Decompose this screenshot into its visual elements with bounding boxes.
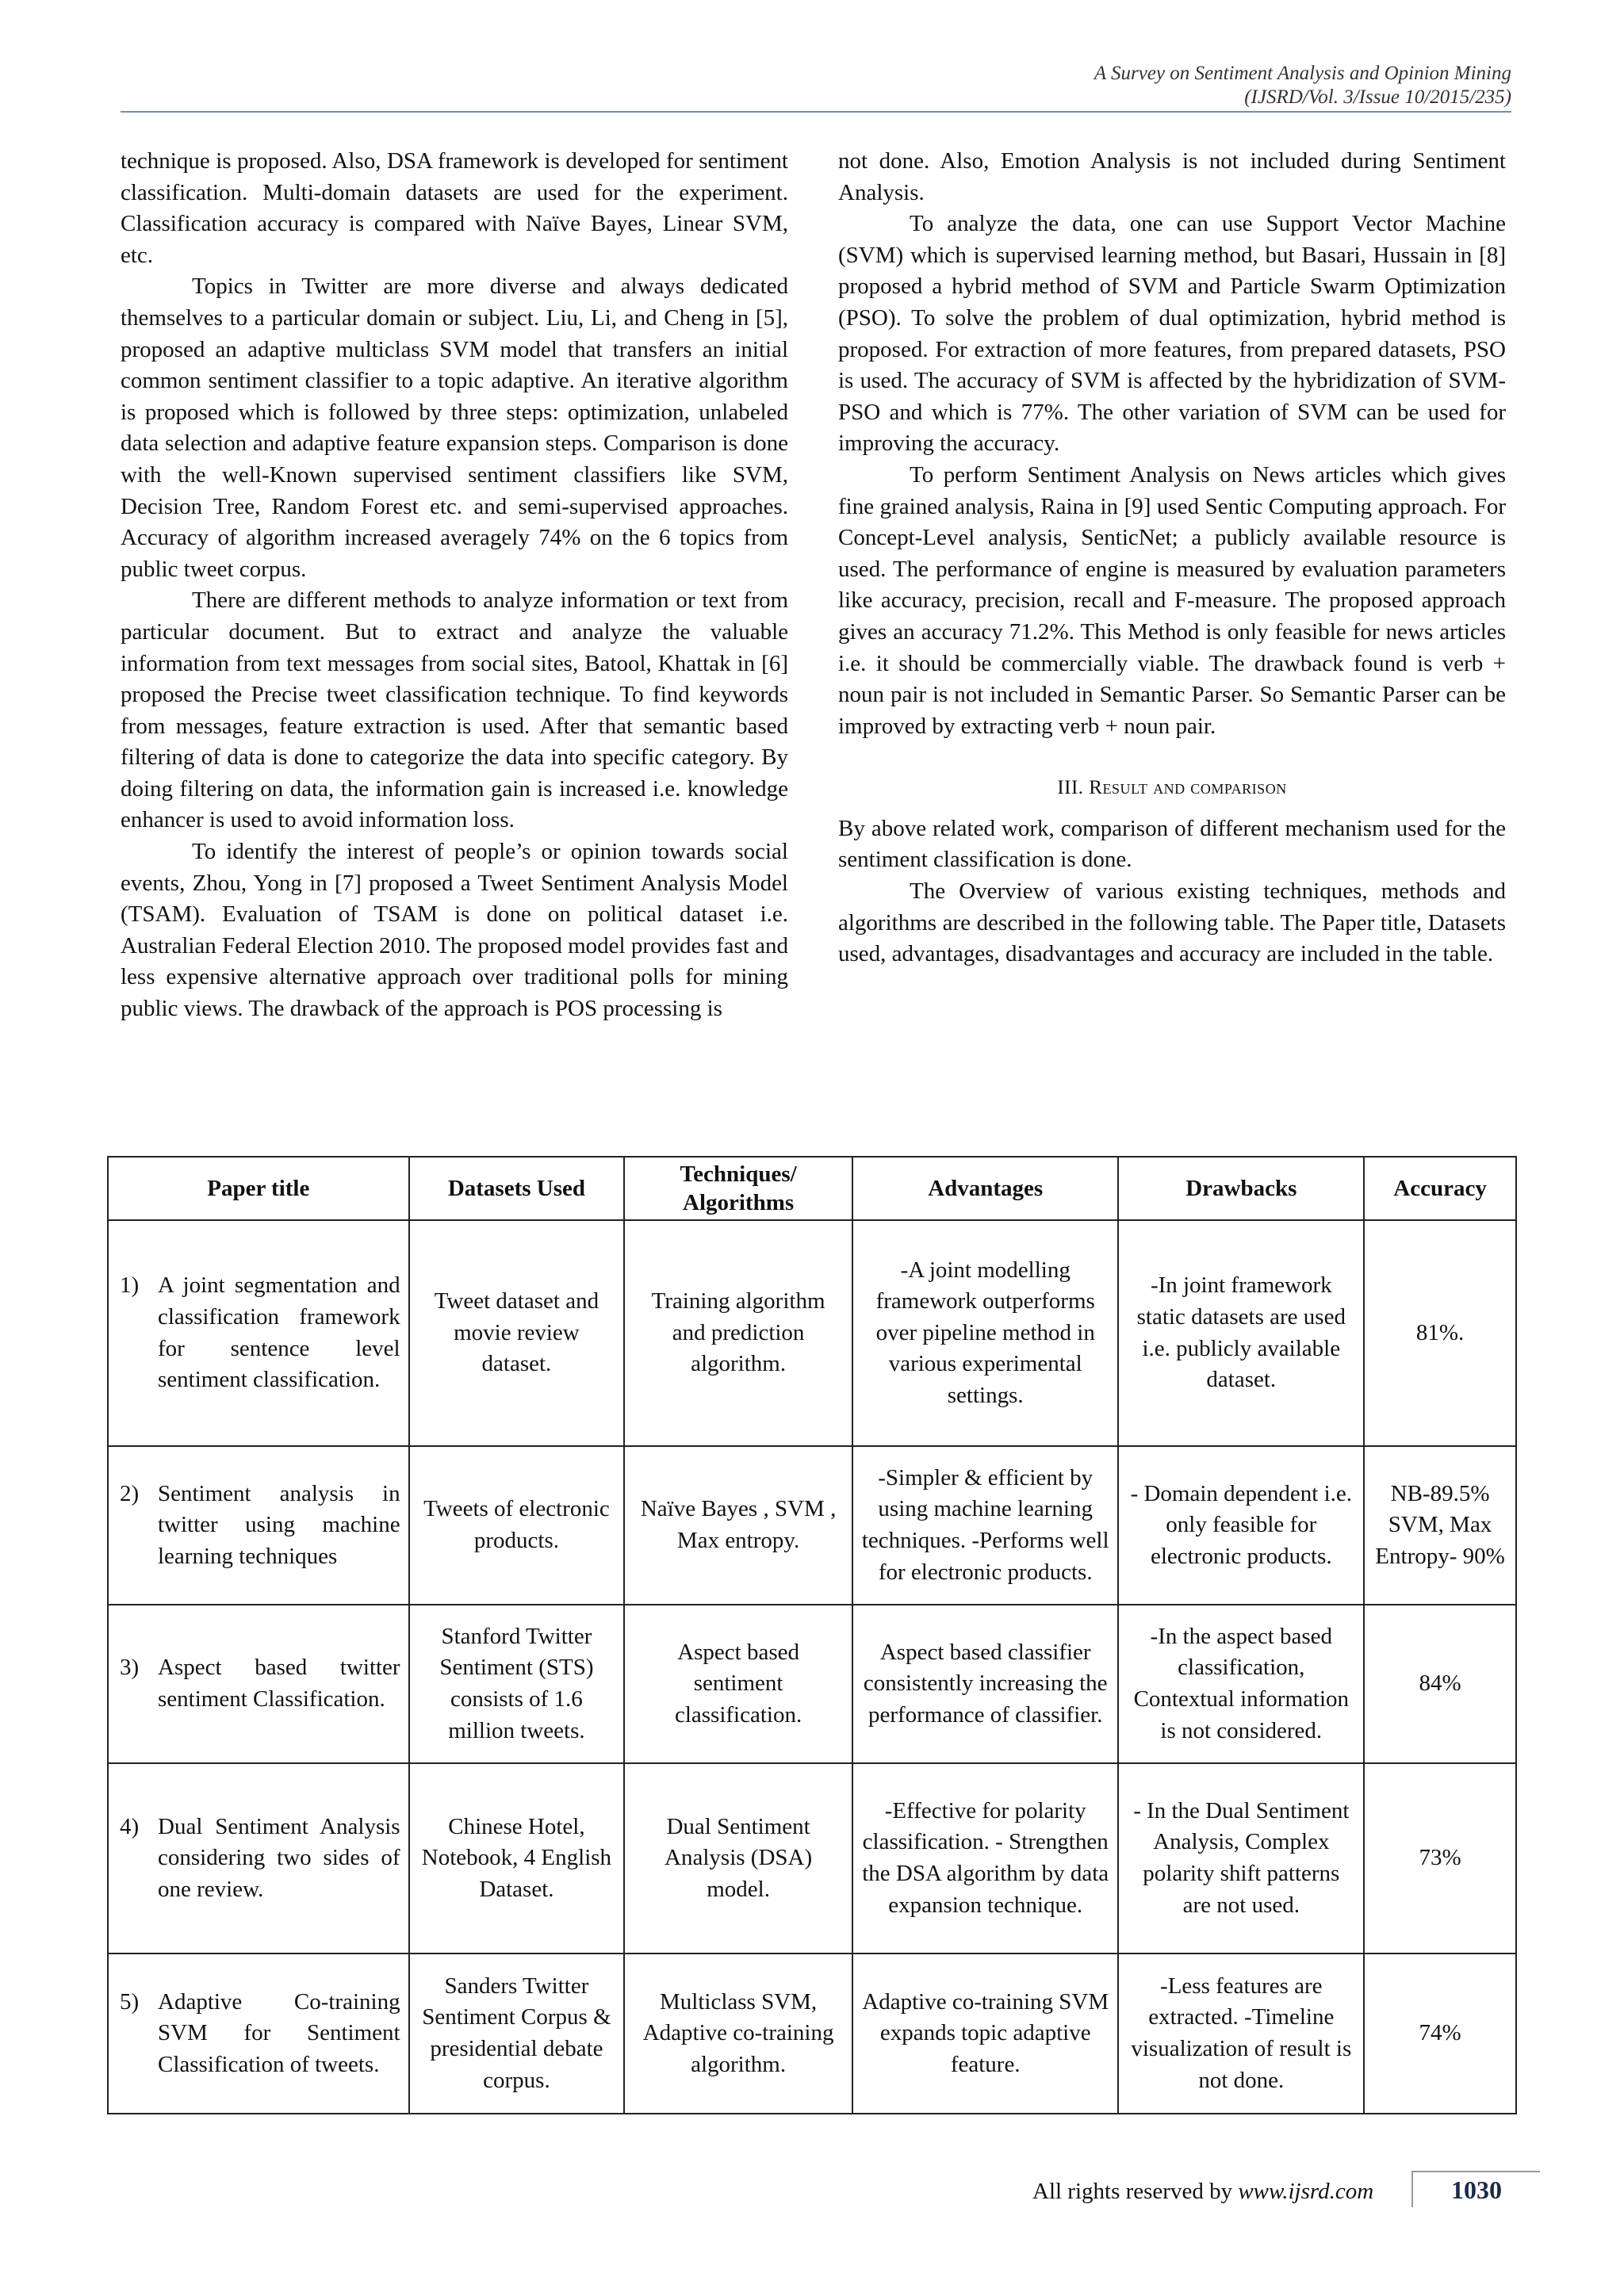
column-header: Advantages [852, 1157, 1119, 1220]
paragraph: not done. Also, Emotion Analysis is not included during Sentiment Analysis. [838, 148, 1506, 205]
column-header: Paper title [108, 1157, 409, 1220]
table-row [108, 1220, 1516, 1446]
datasets-cell: Chinese Hotel, Notebook, 4 English Dataset. [409, 1763, 625, 1954]
paper-title: Sentiment analysis in twitter using machine learning techniques [158, 1480, 400, 1569]
paragraph: technique is proposed. Also, DSA framework is developed for sentiment classification. Multi-domain datasets are used for the experiment. Classification accuracy is compared with Naïve Bayes, Linear SVM, etc. [121, 148, 788, 268]
datasets-cell: Stanford Twitter Sentiment (STS) consists of 1.6 million tweets. [409, 1605, 625, 1763]
techniques-cell: Dual Sentiment Analysis (DSA) model. [624, 1763, 852, 1954]
paragraph: To identify the interest of people’s or opinion towards social events, Zhou, Yong in [7] proposed a Tweet Sentiment Analysis Model (TSAM). Evaluation of TSAM is done on political dataset i.e. Australian Federal Election 2010. The proposed model provides fast and less expensive alternative approach over traditional polls for mining public views. The drawback of the approach is POS processing is [121, 839, 788, 1022]
paragraph: The Overview of various existing techniques, methods and algorithms are described in the following table. The Paper title, Datasets used, advantages, disadvantages and accuracy are included in the table. [838, 878, 1506, 967]
footer-rights [1032, 2179, 1373, 2205]
left-column [121, 146, 788, 1025]
techniques-cell: Aspect based sentiment classification. [624, 1605, 852, 1763]
datasets-cell: Tweet dataset and movie review dataset. [409, 1220, 625, 1446]
column-header: Datasets Used [409, 1157, 625, 1220]
paragraph: To perform Sentiment Analysis on News articles which gives fine grained analysis, Raina in [9] used Sentic Computing approach. For Concept-Level analysis, SenticNet; a publicly available resource is used. The performance of engine is measured by evaluation parameters like accuracy, precision, recall and F-measure. The proposed approach gives an accuracy 71.2%. This Method is only feasible for news articles i.e. it should be commercially viable. The drawback found is verb + noun pair is not included in Semantic Parser. So Semantic Parser can be improved by extracting verb + noun pair. [838, 461, 1506, 739]
drawbacks-cell: -In the aspect based classification, Contextual information is not considered. [1118, 1605, 1364, 1763]
row-number: 1) [120, 1272, 140, 1299]
site-link[interactable]: www.ijsrd.com [1238, 2179, 1374, 2204]
column-header: Accuracy [1364, 1157, 1516, 1220]
advantages-cell: -A joint modelling framework outperforms over pipeline method in various experimental settings. [852, 1220, 1119, 1446]
paragraph: To analyze the data, one can use Support Vector Machine (SVM) which is supervised learning method, but Basari, Hussain in [8] proposed a hybrid method of SVM and Particle Swarm Optimization (PSO). To solve the problem of dual optimization, hybrid method is proposed. For extraction of more features, from prepared datasets, PSO is used. The accuracy of SVM is affected by the hybridization of SVM-PSO and which is 77%. The other variation of SVM can be used for improving the accuracy. [838, 211, 1506, 457]
comparison-table [107, 1156, 1517, 2114]
paper-title-cell [108, 1954, 409, 2114]
paragraph: Topics in Twitter are more diverse and always dedicated themselves to a particular domain or subject. Liu, Li, and Cheng in [5], proposed an adaptive multiclass SVM model that transfers an initial common sentiment classifier to a topic adaptive. An iterative algorithm is proposed which is followed by three steps: optimization, unlabeled data selection and adaptive feature expansion steps. Comparison is done with the well-Known supervised sentiment classifiers like SVM, Decision Tree, Random Forest etc. and semi-supervised approaches. Accuracy of algorithm increased averagely 74% on the 6 topics from public tweet corpus. [121, 274, 788, 582]
column-header: Techniques/ Algorithms [624, 1157, 852, 1220]
table-header-row [108, 1157, 1516, 1220]
paragraph: There are different methods to analyze information or text from particular document. But to extract and analyze the valuable information from text messages from social sites, Batool, Khattak in [6] proposed the Precise tweet classification technique. To find keywords from messages, feature extraction is used. After that semantic based filtering of data is done to categorize the data into specific category. By doing filtering on data, the information gain is increased i.e. knowledge enhancer is used to avoid information loss. [121, 587, 788, 833]
page-number: 1030 [1411, 2171, 1540, 2207]
header-title: A Survey on Sentiment Analysis and Opinion Mining [1094, 63, 1511, 84]
table-row [108, 1954, 1516, 2114]
paper-title-cell [108, 1763, 409, 1954]
datasets-cell: Sanders Twitter Sentiment Corpus & presidential debate corpus. [409, 1954, 625, 2114]
techniques-cell: Multiclass SVM, Adaptive co-training algorithm. [624, 1954, 852, 2114]
drawbacks-cell: -Less features are extracted. -Timeline visualization of result is not done. [1118, 1954, 1364, 2114]
row-number: 3) [120, 1655, 140, 1681]
accuracy-cell: 74% [1364, 1954, 1516, 2114]
header-citation: (IJSRD/Vol. 3/Issue 10/2015/235) [1244, 86, 1511, 108]
advantages-cell: -Effective for polarity classification. - Strengthen the DSA algorithm by data expansion technique. [852, 1763, 1119, 1954]
drawbacks-cell: - Domain dependent i.e. only feasible for electronic products. [1118, 1446, 1364, 1605]
row-number: 5) [120, 1988, 140, 2015]
advantages-cell: Aspect based classifier consistently increasing the performance of classifier. [852, 1605, 1119, 1763]
section-title: Result and comparison [1089, 777, 1287, 799]
running-header [1094, 62, 1511, 109]
paper-title-cell [108, 1220, 409, 1446]
advantages-cell: -Simpler & efficient by using machine learning techniques. -Performs well for electronic products. [852, 1446, 1119, 1605]
paper-title-cell [108, 1605, 409, 1763]
paper-title: Adaptive Co-training SVM for Sentiment Classification of tweets. [158, 1988, 400, 2077]
paragraph: By above related work, comparison of different mechanism used for the sentiment classification is done. [838, 815, 1506, 873]
section-number: III. [1057, 777, 1084, 799]
drawbacks-cell: -In joint framework static datasets are used i.e. publicly available dataset. [1118, 1220, 1364, 1446]
right-column [838, 146, 1506, 970]
header-divider [121, 111, 1511, 113]
section-heading [838, 772, 1506, 804]
paper-title: Dual Sentiment Analysis considering two sides of one review. [158, 1813, 400, 1902]
table-row [108, 1763, 1516, 1954]
paper-title-cell [108, 1446, 409, 1605]
paper-title: Aspect based twitter sentiment Classification. [158, 1655, 400, 1712]
column-header: Drawbacks [1118, 1157, 1364, 1220]
techniques-cell: Naïve Bayes , SVM , Max entropy. [624, 1446, 852, 1605]
advantages-cell: Adaptive co-training SVM expands topic adaptive feature. [852, 1954, 1119, 2114]
accuracy-cell: NB-89.5% SVM, Max Entropy- 90% [1364, 1446, 1516, 1605]
accuracy-cell: 81%. [1364, 1220, 1516, 1446]
techniques-cell: Training algorithm and prediction algorithm. [624, 1220, 852, 1446]
rights-text: All rights reserved by [1032, 2179, 1239, 2204]
accuracy-cell: 84% [1364, 1605, 1516, 1763]
drawbacks-cell: - In the Dual Sentiment Analysis, Complex polarity shift patterns are not used. [1118, 1763, 1364, 1954]
row-number: 4) [120, 1813, 140, 1839]
row-number: 2) [120, 1480, 140, 1506]
table-row [108, 1605, 1516, 1763]
paper-title: A joint segmentation and classification framework for sentence level sentiment classification. [158, 1272, 400, 1393]
accuracy-cell: 73% [1364, 1763, 1516, 1954]
table-row [108, 1446, 1516, 1605]
datasets-cell: Tweets of electronic products. [409, 1446, 625, 1605]
